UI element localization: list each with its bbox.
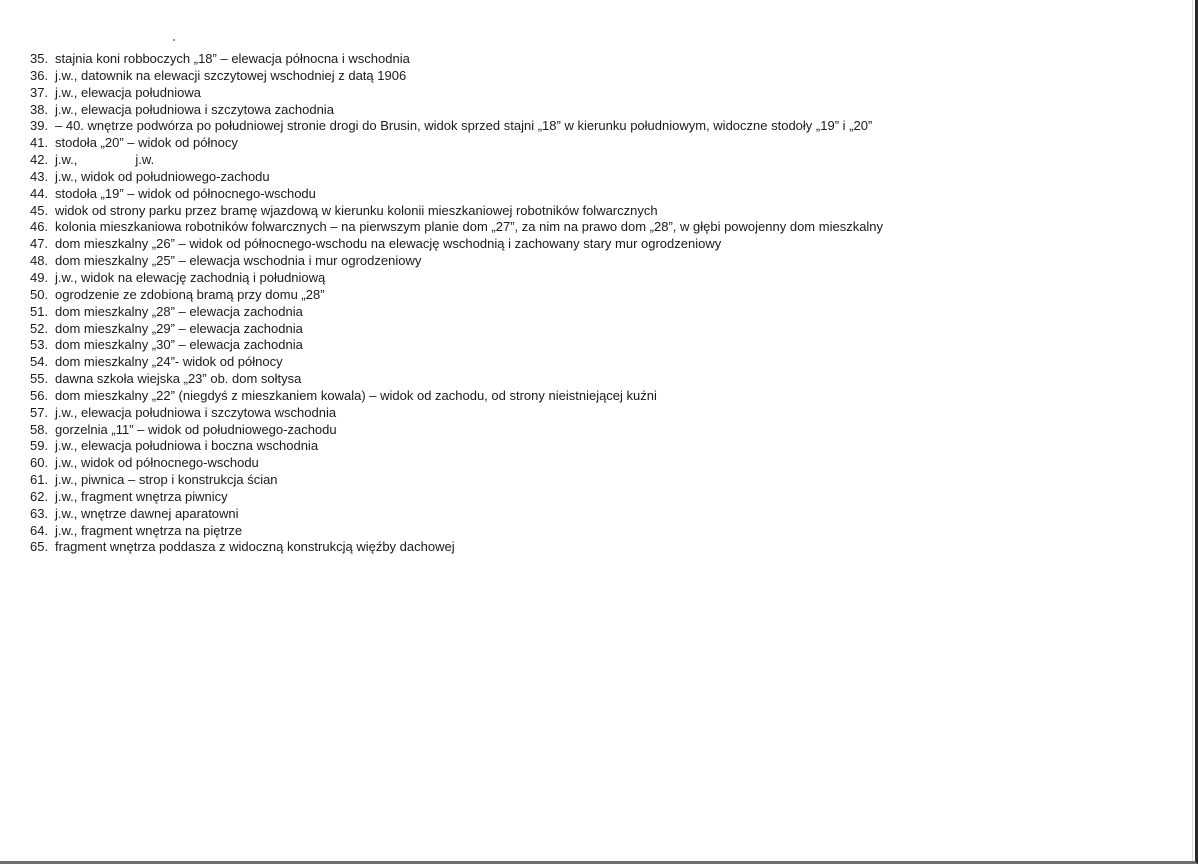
list-item xyxy=(30,203,883,220)
item-text: dom mieszkalny „22” (niegdyś z mieszkaniem kowala) – widok od zachodu, od strony nieistniejącej kuźni xyxy=(55,387,657,403)
list-item xyxy=(30,102,883,119)
list-item xyxy=(30,304,883,321)
item-number: 58. xyxy=(30,421,49,437)
item-text: j.w., widok od południowego-zachodu xyxy=(55,168,270,184)
list-item xyxy=(30,472,883,489)
list-item xyxy=(30,85,883,102)
item-number: 37. xyxy=(30,84,49,100)
item-text: j.w., elewacja południowa i szczytowa wschodnia xyxy=(55,404,337,420)
list-item xyxy=(30,354,883,371)
item-number: 57. xyxy=(30,404,49,420)
item-text: stodoła „20” – widok od północy xyxy=(55,135,238,151)
item-number: 42. xyxy=(30,152,49,168)
list-item xyxy=(30,405,883,422)
item-text: j.w., elewacja południowa xyxy=(55,84,201,100)
list-item xyxy=(30,287,883,304)
item-text-part: j.w. xyxy=(135,152,155,168)
item-text: stajnia koni robboczych „18” – elewacja północna i wschodnia xyxy=(55,51,410,66)
item-number: 52. xyxy=(30,320,49,336)
item-number: 64. xyxy=(30,522,49,538)
item-number: 59. xyxy=(30,438,49,454)
list-item xyxy=(30,321,883,338)
item-number: 49. xyxy=(30,269,49,285)
list-item xyxy=(30,438,883,455)
caption-list xyxy=(30,51,883,556)
item-number: 46. xyxy=(30,219,49,235)
item-text: kolonia mieszkaniowa robotników folwarcznych – na pierwszym planie dom „27”, za nim na prawo dom „28”, w głębi powojenny dom mieszkalny xyxy=(55,219,884,235)
item-text: dom mieszkalny „24”- widok od północy xyxy=(55,354,283,370)
item-number: 45. xyxy=(30,202,49,218)
item-text: j.w., fragment wnętrza piwnicy xyxy=(55,488,228,504)
item-text: gorzelnia „11” – widok od południowego-zachodu xyxy=(55,421,337,437)
item-text: dom mieszkalny „25” – elewacja wschodnia i mur ogrodzeniowy xyxy=(55,253,422,269)
item-text: j.w., piwnica – strop i konstrukcja ścian xyxy=(55,472,278,488)
item-number: 60. xyxy=(30,455,49,471)
item-text: ogrodzenie ze zdobioną bramą przy domu „28” xyxy=(55,286,325,302)
item-number: 54. xyxy=(30,354,49,370)
list-item xyxy=(30,118,883,135)
paper-speck xyxy=(173,39,175,41)
list-item xyxy=(30,253,883,270)
item-text: stodoła „19” – widok od północnego-wschodu xyxy=(55,185,316,201)
list-item xyxy=(30,539,883,556)
item-number: 43. xyxy=(30,168,49,184)
item-text: j.w., elewacja południowa i szczytowa zachodnia xyxy=(55,101,334,117)
item-number: 55. xyxy=(30,371,49,387)
list-item xyxy=(30,422,883,439)
list-item xyxy=(30,388,883,405)
item-text: dom mieszkalny „29” – elewacja zachodnia xyxy=(55,320,303,336)
item-text: widok od strony parku przez bramę wjazdową w kierunku kolonii mieszkaniowej robotników folwarcznych xyxy=(55,202,658,218)
item-text xyxy=(55,152,154,169)
item-text: j.w., wnętrze dawnej aparatowni xyxy=(55,505,239,521)
item-number: 53. xyxy=(30,337,49,353)
item-text: j.w., fragment wnętrza na piętrze xyxy=(55,522,243,538)
list-item xyxy=(30,219,883,236)
item-number: 56. xyxy=(30,387,49,403)
item-text-part: j.w., xyxy=(55,152,78,168)
item-text: dom mieszkalny „26” – widok od północnego-wschodu na elewację wschodnią i zachowany stary mur ogrodzeniowy xyxy=(55,236,722,252)
item-text: j.w., elewacja południowa i boczna wschodnia xyxy=(55,438,319,454)
item-number: 65. xyxy=(30,539,49,555)
item-number: 51. xyxy=(30,303,49,319)
list-item xyxy=(30,51,883,68)
item-number: 62. xyxy=(30,488,49,504)
item-number: 63. xyxy=(30,505,49,521)
item-text: j.w., widok na elewację zachodnią i południową xyxy=(55,269,326,285)
list-item xyxy=(30,337,883,354)
item-number: 61. xyxy=(30,472,49,488)
list-item xyxy=(30,68,883,85)
item-number: 50. xyxy=(30,286,49,302)
list-item xyxy=(30,523,883,540)
list-item xyxy=(30,135,883,152)
list-item xyxy=(30,270,883,287)
list-item xyxy=(30,371,883,388)
list-item xyxy=(30,455,883,472)
item-number: 35. xyxy=(30,51,49,66)
item-text: dom mieszkalny „28” – elewacja zachodnia xyxy=(55,303,303,319)
item-text: fragment wnętrza poddasza z widoczną konstrukcją więźby dachowej xyxy=(55,539,455,555)
item-number: 48. xyxy=(30,253,49,269)
list-item xyxy=(30,489,883,506)
item-number: 47. xyxy=(30,236,49,252)
item-number: 44. xyxy=(30,185,49,201)
item-number: 41. xyxy=(30,135,49,151)
list-item xyxy=(30,186,883,203)
item-number: 39. xyxy=(30,118,49,134)
list-item xyxy=(30,236,883,253)
item-text: j.w., datownik na elewacji szczytowej wschodniej z datą 1906 xyxy=(55,67,407,83)
item-text: j.w., widok od północnego-wschodu xyxy=(55,455,259,471)
item-text: – 40. wnętrze podwórza po południowej stronie drogi do Brusin, widok sprzed stajni „18” w kierunku południowym, widoczne stodoły „19” i „20” xyxy=(55,118,873,134)
item-text: dawna szkoła wiejska „23” ob. dom sołtysa xyxy=(55,371,302,387)
item-text: dom mieszkalny „30” – elewacja zachodnia xyxy=(55,337,303,353)
item-number: 36. xyxy=(30,67,49,83)
list-item xyxy=(30,506,883,523)
list-item xyxy=(30,152,883,169)
list-item xyxy=(30,169,883,186)
item-number: 38. xyxy=(30,101,49,117)
